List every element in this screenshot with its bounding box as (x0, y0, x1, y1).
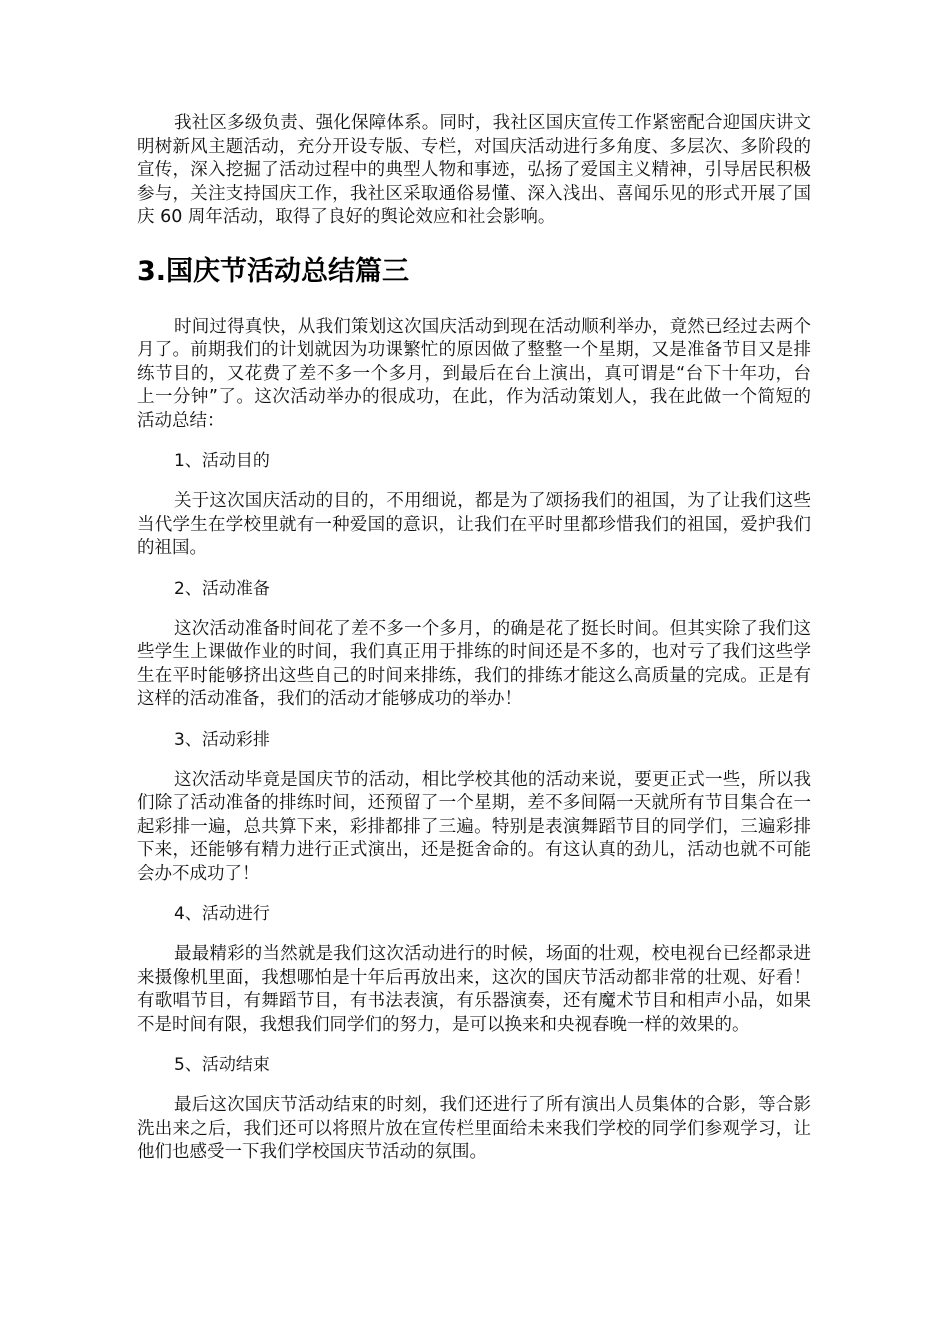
opening-paragraph: 时间过得真快，从我们策划这次国庆活动到现在活动顺利举办，竟然已经过去两个月了。前期我们的计划就因为功课繁忙的原因做了整整一个星期，又是准备节目又是排练节目的，又花费了差不多一个多月，到最后在台上演出，真可谓是“台下十年功，台上一分钟”了。这次活动举办的很成功，在此，作为活动策划人，我在此做一个简短的活动总结： (137, 316, 811, 431)
item-body-preparation: 这次活动准备时间花了差不多一个多月，的确是花了挺长时间。但其实除了我们这些学生上课做作业的时间，我们真正用于排练的时间还是不多的，也对亏了我们这些学生在平时能够挤出这些自己的时间来排练，我们的排练才能这么高质量的完成。正是有这样的活动准备，我们的活动才能够成功的举办！ (137, 618, 811, 709)
intro-paragraph: 我社区多级负责、强化保障体系。同时，我社区国庆宣传工作紧密配合迎国庆讲文明树新风主题活动，充分开设专版、专栏，对国庆活动进行多角度、多层次、多阶段的宣传，深入挖掘了活动过程中的典型人物和事迹，弘扬了爱国主义精神，引导居民积极参与，关注支持国庆工作，我社区采取通俗易懂、深入浅出、喜闻乐见的形式开展了国庆 60 周年活动，取得了良好的舆论效应和社会影响。 (137, 113, 811, 227)
item-body-rehearsal: 这次活动毕竟是国庆节的活动，相比学校其他的活动来说，要更正式一些，所以我们除了活动准备的排练时间，还预留了一个星期，差不多间隔一天就所有节目集合在一起彩排一遍，总共算下来，彩排都排了三遍。特别是表演舞蹈节目的同学们，三遍彩排下来，还能够有精力进行正式演出，还是挺舍命的。有这认真的劲儿，活动也就不可能会办不成功了！ (137, 769, 811, 884)
item-title-preparation: 2、活动准备 (174, 578, 270, 599)
item-body-ending: 最后这次国庆节活动结束的时刻，我们还进行了所有演出人员集体的合影，等合影洗出来之后，我们还可以将照片放在宣传栏里面给未来我们学校的同学们参观学习，让他们也感受一下我们学校国庆节活动的氛围。 (137, 1095, 811, 1162)
item-title-rehearsal: 3、活动彩排 (174, 729, 270, 750)
item-title-progress: 4、活动进行 (174, 904, 270, 924)
item-body-purpose: 关于这次国庆活动的目的，不用细说，都是为了颂扬我们的祖国，为了让我们这些当代学生在学校里就有一种爱国的意识，让我们在平时里都珍惜我们的祖国，爱护我们的祖国。 (137, 491, 811, 558)
document-page (137, 112, 811, 1165)
item-title-ending: 5、活动结束 (174, 1055, 270, 1075)
item-title-purpose: 1、活动目的 (174, 451, 270, 471)
section-heading: 3.国庆节活动总结篇三 (137, 255, 410, 287)
item-body-progress: 最最精彩的当然就是我们这次活动进行的时候，场面的壮观，校电视台已经都录进来摄像机里面，我想哪怕是十年后再放出来，这次的国庆节活动都非常的壮观、好看！有歌唱节目，有舞蹈节目，有书法表演，有乐器演奏，还有魔术节目和相声小品，如果不是时间有限，我想我们同学们的努力，是可以换来和央视春晚一样的效果的。 (137, 944, 811, 1035)
